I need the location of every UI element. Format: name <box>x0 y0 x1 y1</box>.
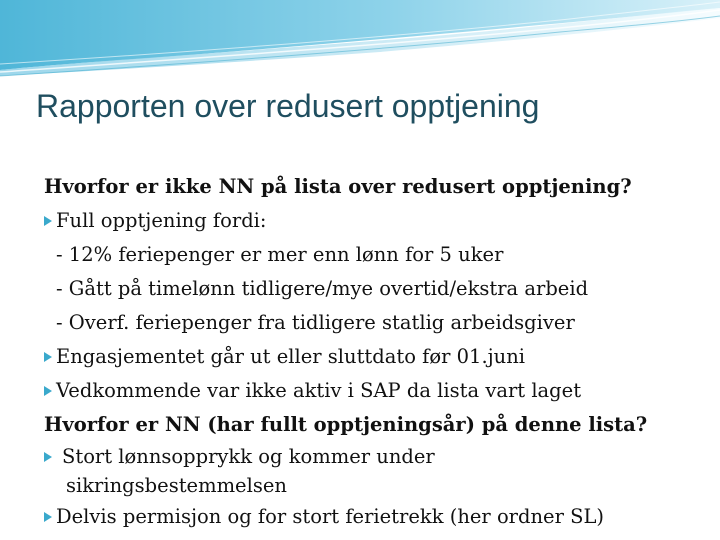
bullet-text: Vedkommende var ikke aktiv i SAP da lista vart laget <box>56 379 582 402</box>
triangle-bullet-icon <box>44 512 52 522</box>
bullet-item <box>44 340 714 374</box>
bullet-item <box>44 442 714 471</box>
header-wave-banner <box>0 0 720 80</box>
triangle-bullet-icon <box>44 386 52 396</box>
bullet-item <box>44 500 714 534</box>
triangle-bullet-icon <box>44 216 52 226</box>
bullet-item <box>44 204 714 238</box>
bullet-item <box>44 374 714 408</box>
triangle-bullet-icon <box>44 352 52 362</box>
bullet-text: Full opptjening fordi: <box>56 209 267 232</box>
slide-body <box>44 170 714 534</box>
question-line: Hvorfor er ikke NN på lista over redusert opptjening? <box>44 175 632 198</box>
bullet-text: Stort lønnsopprykk og kommer under <box>62 445 435 468</box>
sub-item: - Overf. feriepenger fra tidligere statlig arbeidsgiver <box>56 311 575 334</box>
sub-item: - 12% feriepenger er mer enn lønn for 5 uker <box>56 243 504 266</box>
bullet-text-continuation: sikringsbestemmelsen <box>66 474 287 497</box>
triangle-bullet-icon <box>44 452 52 462</box>
sub-item: - Gått på timelønn tidligere/mye overtid/ekstra arbeid <box>56 277 589 300</box>
question-line: Hvorfor er NN (har fullt opptjeningsår) på denne lista? <box>44 413 648 436</box>
bullet-text: Delvis permisjon og for stort ferietrekk (her ordner SL) <box>56 505 605 528</box>
bullet-text: Engasjementet går ut eller sluttdato før 01.juni <box>56 345 526 368</box>
slide-title: Rapporten over redusert opptjening <box>36 88 540 124</box>
